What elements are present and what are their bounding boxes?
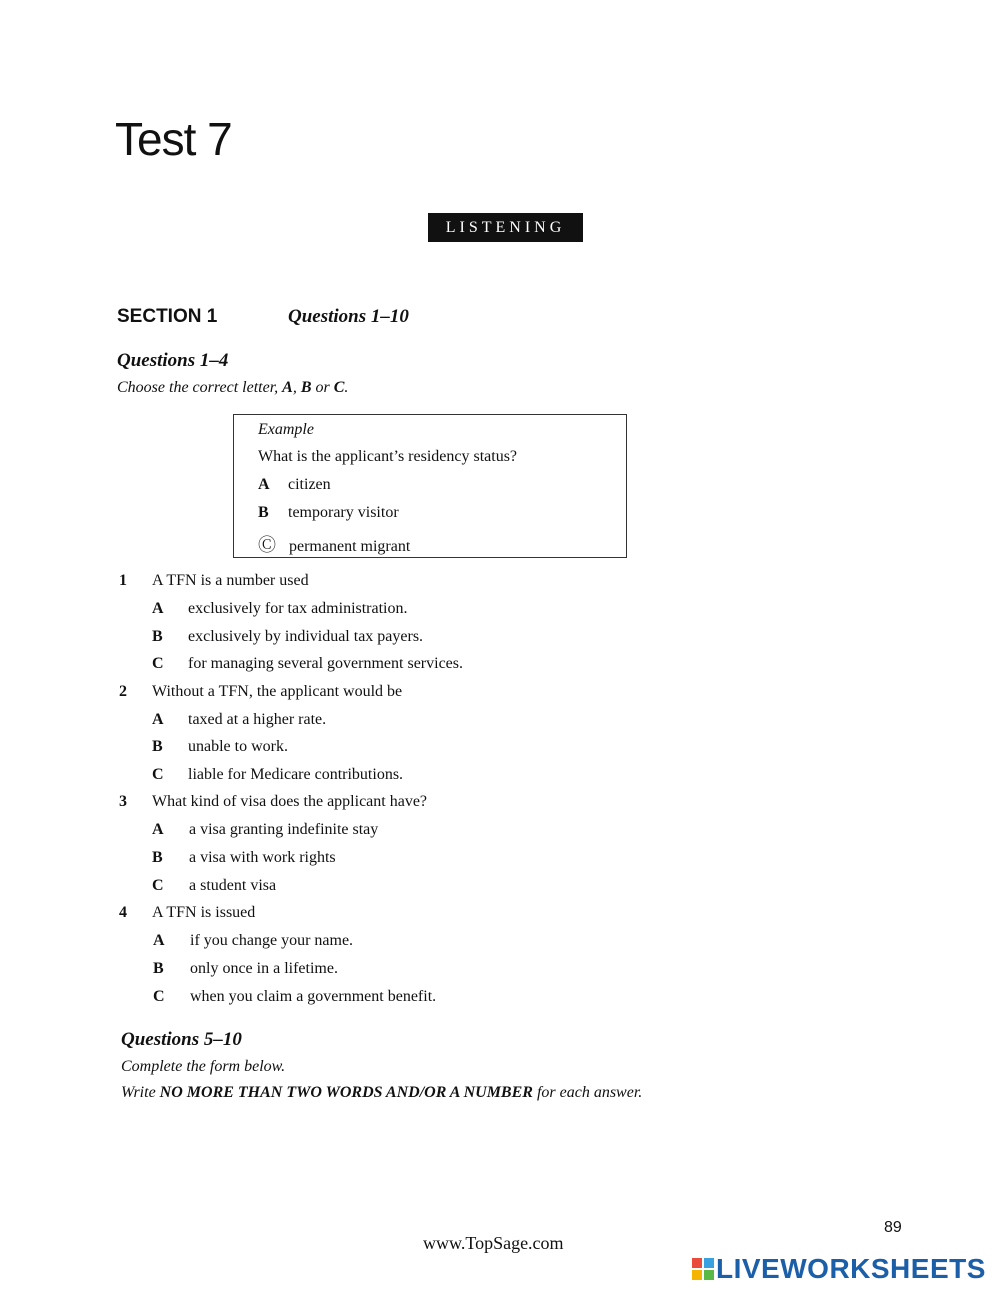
page-title: Test 7 (115, 113, 232, 165)
questions-1-4-instruction: Choose the correct letter, A, B or C. (117, 379, 349, 396)
questions-5-10-heading: Questions 5–10 (121, 1029, 242, 1050)
question-2-option-c-text: liable for Medicare contributions. (188, 766, 404, 783)
question-1-text: A TFN is a number used (152, 572, 309, 589)
question-3-option-b-text: a visa with work rights (189, 849, 336, 866)
question-2-number: 2 (119, 683, 127, 700)
liveworksheets-logo[interactable] (692, 1253, 986, 1285)
questions-5-10-instruction-1: Complete the form below. (121, 1058, 286, 1075)
question-1-option-a-letter: A (152, 600, 164, 617)
question-2-option-c-letter: C (152, 766, 164, 783)
question-1-option-a-text: exclusively for tax administration. (188, 600, 408, 617)
question-2-option-b-text: unable to work. (188, 738, 288, 755)
question-3-option-c-letter: C (152, 877, 164, 894)
question-4-option-c-letter: C (153, 988, 165, 1005)
question-3-option-b-letter: B (152, 849, 163, 866)
question-2-text: Without a TFN, the applicant would be (152, 683, 403, 700)
question-3-number: 3 (119, 793, 127, 810)
example-question: What is the applicant’s residency status? (258, 448, 518, 465)
section-questions-range: Questions 1–10 (288, 306, 409, 327)
example-label: Example (258, 421, 314, 438)
circled-c-icon: Ⓒ (258, 535, 276, 555)
question-1-option-c-letter: C (152, 655, 164, 672)
question-2-option-b-letter: B (152, 738, 163, 755)
listening-badge: LISTENING (428, 213, 583, 242)
question-4-option-b-letter: B (153, 960, 164, 977)
question-4-option-a-text: if you change your name. (190, 932, 354, 949)
question-2-option-a-letter: A (152, 711, 164, 728)
question-3-option-a-letter: A (152, 821, 164, 838)
example-box (233, 414, 627, 558)
question-1-option-c-text: for managing several government services. (188, 655, 464, 672)
question-3-option-c-text: a student visa (189, 877, 277, 894)
question-1-number: 1 (119, 572, 127, 589)
example-option-a: A citizen (258, 476, 331, 493)
question-2-option-a-text: taxed at a higher rate. (188, 711, 327, 728)
page-number: 89 (884, 1219, 902, 1236)
example-option-b: B temporary visitor (258, 504, 399, 521)
question-4-option-b-text: only once in a lifetime. (190, 960, 338, 977)
question-4-number: 4 (119, 904, 127, 921)
question-1-option-b-text: exclusively by individual tax payers. (188, 628, 424, 645)
question-4-option-a-letter: A (153, 932, 165, 949)
question-1-option-b-letter: B (152, 628, 163, 645)
questions-1-4-heading: Questions 1–4 (117, 350, 229, 371)
section-label: SECTION 1 (117, 306, 218, 327)
question-3-option-a-text: a visa granting indefinite stay (189, 821, 379, 838)
liveworksheets-brand-text: LIVEWORKSHEETS (716, 1253, 986, 1284)
liveworksheets-logo-icon (692, 1258, 714, 1280)
question-3-text: What kind of visa does the applicant have? (152, 793, 428, 810)
questions-5-10-instruction-2: Write NO MORE THAN TWO WORDS AND/OR A NUMBER for each answer. (121, 1084, 643, 1101)
question-4-option-c-text: when you claim a government benefit. (190, 988, 437, 1005)
footer-url: www.TopSage.com (423, 1233, 564, 1253)
example-option-c-circled: Ⓒ permanent migrant (258, 531, 410, 557)
question-4-text: A TFN is issued (152, 904, 256, 921)
